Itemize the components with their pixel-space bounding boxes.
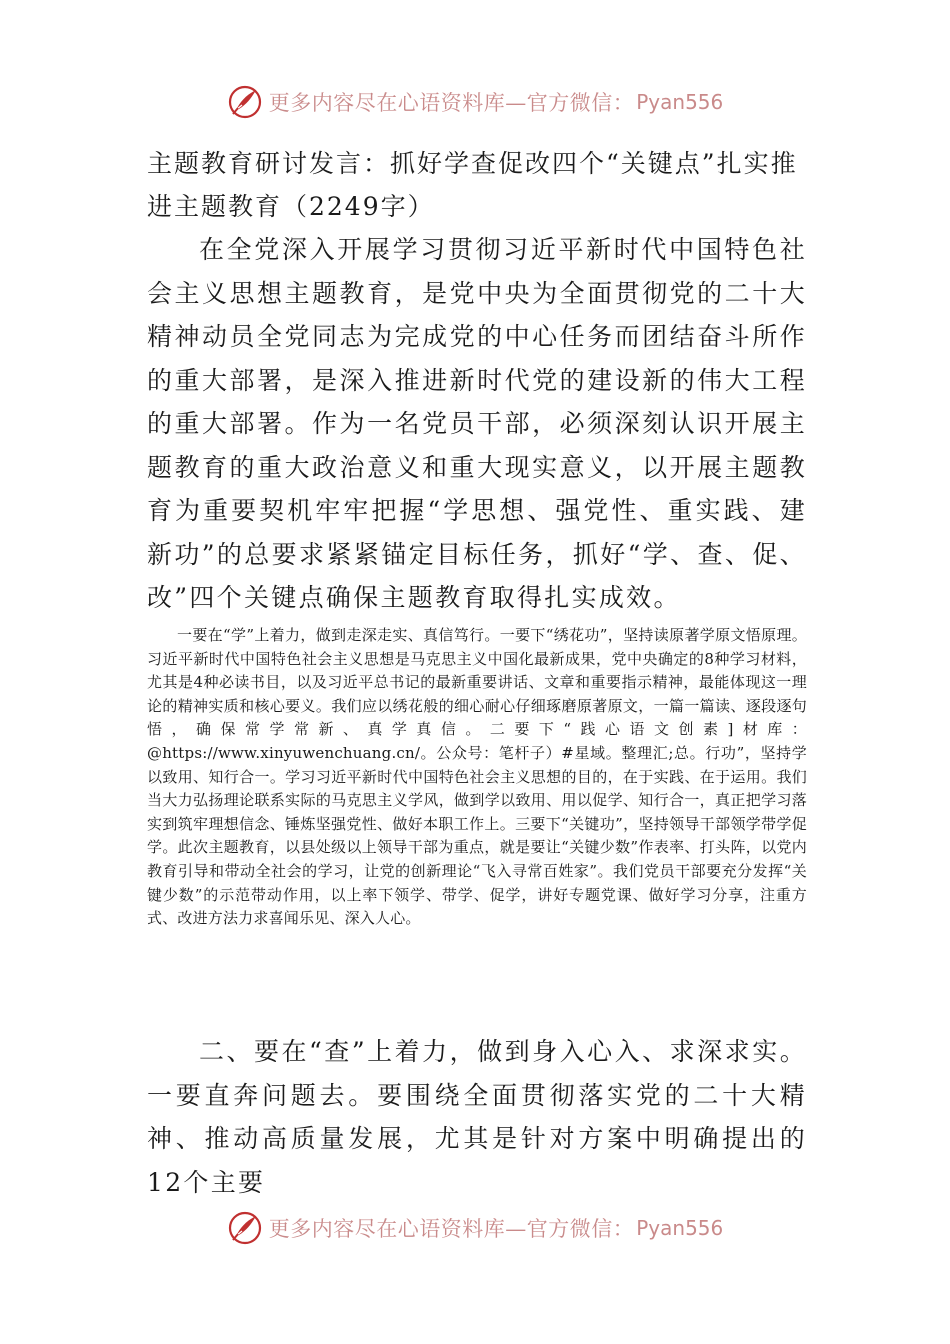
banner-wechat-id: Pyan556 — [636, 1216, 724, 1240]
header-banner — [0, 82, 950, 122]
footer-banner — [0, 1208, 950, 1248]
lead-paragraph: 在全党深入开展学习贯彻习近平新时代中国特色社会主义思想主题教育，是党中央为全面贯彻党的二十大精神动员全党同志为完成党的中心任务而团结奋斗所作的重大部署，是深入推进新时代党的建设新的伟大工程的重大部署。作为一名党员干部，必须深刻认识开展主题教育的重大政治意义和重大现实意义，以开展主题教育为重要契机牢牢把握“学思想、强党性、重实践、建新功”的总要求紧紧锚定目标任务，抓好“学、查、促、改”四个关键点确保主题教育取得扎实成效。 — [147, 235, 807, 612]
section-two-paragraph: 二、要在“查”上着力，做到身入心入、求深求实。一要直奔问题去。要围绕全面贯彻落实党的二十大精神、推动高质量发展，尤其是针对方案中明确提出的12个主要 — [147, 1037, 807, 1197]
section-one-paragraph: 一要在“学”上着力，做到走深走实、真信笃行。一要下“绣花功”，坚持读原著学原文悟原理。习近平新时代中国特色社会主义思想是马克思主义中国化最新成果，党中央确定的8种学习材料，尤其是4种必读书目，以及习近平总书记的最新重要讲话、文章和重要指示精神，最能体现这一理论的精神实质和核心要义。我们应以绣花般的细心耐心仔细琢磨原著原文，一篇一篇读、逐段逐句悟，确保常学常新、真学真信。二要下“践心语文创素]材库：@https://www.xinyuwenchuang.cn/。公众号：笔杆子）#星域。整理汇;总。行功”，坚持学以致用、知行合一。学习习近平新时代中国特色社会主义思想的目的，在于实践、在于运用。我们当大力弘扬理论联系实际的马克思主义学风，做到学以致用、用以促学、知行合一，真正把学习落实到筑牢理想信念、锤炼坚强党性、做好本职工作上。三要下“关键功”，坚持领导干部领学带学促学。此次主题教育，以县处级以上领导干部为重点，就是要让“关键少数”作表率、打头阵，以党内教育引导和带动全社会的学习，让党的创新理论“飞入寻常百姓家”。我们党员干部要充分发挥“关键少数”的示范带动作用，以上率下领学、带学、促学，讲好专题党课、做好学习分享，注重方式、改进方法力求喜闻乐见、深入人心。 — [147, 626, 807, 928]
banner-wechat-id: Pyan556 — [636, 90, 724, 114]
banner-text: 更多内容尽在心语资料库—官方微信： — [268, 1217, 635, 1241]
document-title: 主题教育研讨发言：抓好学查促改四个“关键点”扎实推进主题教育（2249字） — [147, 149, 798, 221]
quill-logo-icon — [227, 1210, 263, 1246]
quill-logo-icon — [227, 84, 263, 120]
banner-text: 更多内容尽在心语资料库—官方微信： — [268, 91, 635, 115]
